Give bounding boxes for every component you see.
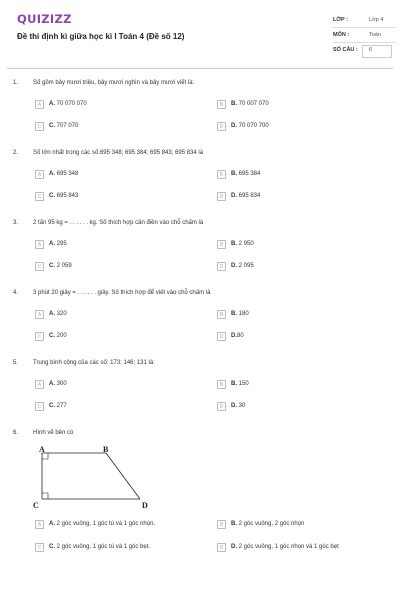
option-a-box[interactable]: A — [35, 520, 44, 529]
option-d-box[interactable]: D — [217, 332, 226, 341]
option-a-box[interactable]: A — [35, 310, 44, 319]
meta-value-subject: Toán — [369, 32, 381, 38]
option-b-box[interactable]: B — [217, 380, 226, 389]
option-c-box[interactable]: C — [35, 543, 44, 552]
option-c-text: C. 277 — [49, 403, 67, 409]
option-d-box[interactable]: D — [217, 543, 226, 552]
option-c-text: C. 2 góc vuông, 1 góc tù và 1 góc bẹt. — [49, 544, 151, 550]
option-d-text: D. 2 095 — [231, 263, 254, 269]
option-b-box[interactable]: B — [217, 520, 226, 529]
question-number: 1. — [13, 80, 19, 86]
meta-value-class: Lớp 4 — [369, 17, 384, 23]
worksheet-header — [0, 0, 400, 68]
option-d-text: D.80 — [231, 333, 244, 339]
option-b-box[interactable]: B — [217, 310, 226, 319]
option-c-box[interactable]: C — [35, 262, 44, 271]
option-d-box[interactable]: D — [217, 262, 226, 271]
worksheet-title: Đề thi định kì giữa học kì I Toán 4 (Đề số 12) — [17, 32, 185, 41]
option-a-text: A. 70 070 070 — [49, 101, 87, 107]
question-number: 3. — [13, 220, 19, 226]
option-c-text: C. 707 070 — [49, 123, 79, 129]
option-d-box[interactable]: D — [217, 192, 226, 201]
question-text: Số lớn nhất trong các số:695 348; 695 384; 695 843; 695 834 là — [33, 150, 204, 156]
option-b-text: B. 695 384 — [231, 171, 261, 177]
option-a-box[interactable]: A — [35, 240, 44, 249]
question-number: 5. — [13, 360, 19, 366]
meta-divider — [333, 27, 395, 28]
question-text: Hình vẽ bên có — [33, 430, 74, 436]
option-d-text: D. 695 834 — [231, 193, 261, 199]
option-b-text: B. 2 950 — [231, 241, 254, 247]
meta-label-subject: MÔN : — [333, 32, 350, 38]
header-divider — [7, 68, 393, 69]
question-text: 3 phút 20 giây = . . . . . . giây. Số thích hợp để viết vào chỗ chấm là — [33, 290, 211, 296]
option-b-box[interactable]: B — [217, 240, 226, 249]
option-c-box[interactable]: C — [35, 192, 44, 201]
meta-divider — [333, 42, 395, 43]
option-a-text: A. 300 — [49, 381, 67, 387]
question-number: 2. — [13, 150, 19, 156]
meta-label-class: LỚP : — [333, 17, 348, 23]
option-a-text: A. 2 góc vuông, 1 góc tù và 1 góc nhọn. — [49, 521, 156, 527]
option-b-text: B. 2 góc vuông, 2 góc nhọn — [231, 521, 305, 527]
question-text: Trung bình cộng của các số: 173; 146; 131 là: — [33, 360, 155, 366]
option-a-text: A. 320 — [49, 311, 67, 317]
option-b-box[interactable]: B — [217, 170, 226, 179]
option-d-text: D. 30 — [231, 403, 246, 409]
question-number: 6. — [13, 430, 19, 436]
option-d-box[interactable]: D — [217, 402, 226, 411]
vertex-label-d: D — [142, 501, 148, 510]
option-b-box[interactable]: B — [217, 100, 226, 109]
vertex-label-a: A — [39, 445, 45, 454]
option-c-text: C. 2 059 — [49, 263, 72, 269]
option-c-text: C. 695 843 — [49, 193, 79, 199]
option-a-text: A. 695 348 — [49, 171, 79, 177]
option-d-text: D. 2 góc vuông, 1 góc nhọn và 1 góc bẹt — [231, 544, 339, 550]
option-c-box[interactable]: C — [35, 402, 44, 411]
vertex-label-c: C — [33, 501, 39, 510]
option-b-text: B. 150 — [231, 381, 249, 387]
trapezoid-figure — [33, 444, 153, 512]
option-b-text: B. 180 — [231, 311, 249, 317]
option-d-text: D. 70 070 700 — [231, 123, 269, 129]
option-a-box[interactable]: A — [35, 100, 44, 109]
quizizz-logo: QUIZIZZ — [17, 12, 72, 26]
option-a-text: A. 295 — [49, 241, 67, 247]
option-a-box[interactable]: A — [35, 170, 44, 179]
option-b-text: B. 70 007 070 — [231, 101, 269, 107]
vertex-label-b: B — [103, 445, 109, 454]
option-c-box[interactable]: C — [35, 332, 44, 341]
option-c-text: C. 200 — [49, 333, 67, 339]
option-c-box[interactable]: C — [35, 122, 44, 131]
meta-value-count: 6 — [369, 47, 373, 53]
question-number: 4. — [13, 290, 19, 296]
question-text: 2 tấn 95 kg = . . . . . . kg. Số thích hợp cần điền vào chỗ chấm là — [33, 220, 204, 226]
meta-label-count: SỐ CÂU : — [333, 47, 358, 53]
question-text: Số gồm bảy mươi triệu, bảy mươi nghìn và bảy mươi viết là: — [33, 80, 195, 86]
option-a-box[interactable]: A — [35, 380, 44, 389]
option-d-box[interactable]: D — [217, 122, 226, 131]
